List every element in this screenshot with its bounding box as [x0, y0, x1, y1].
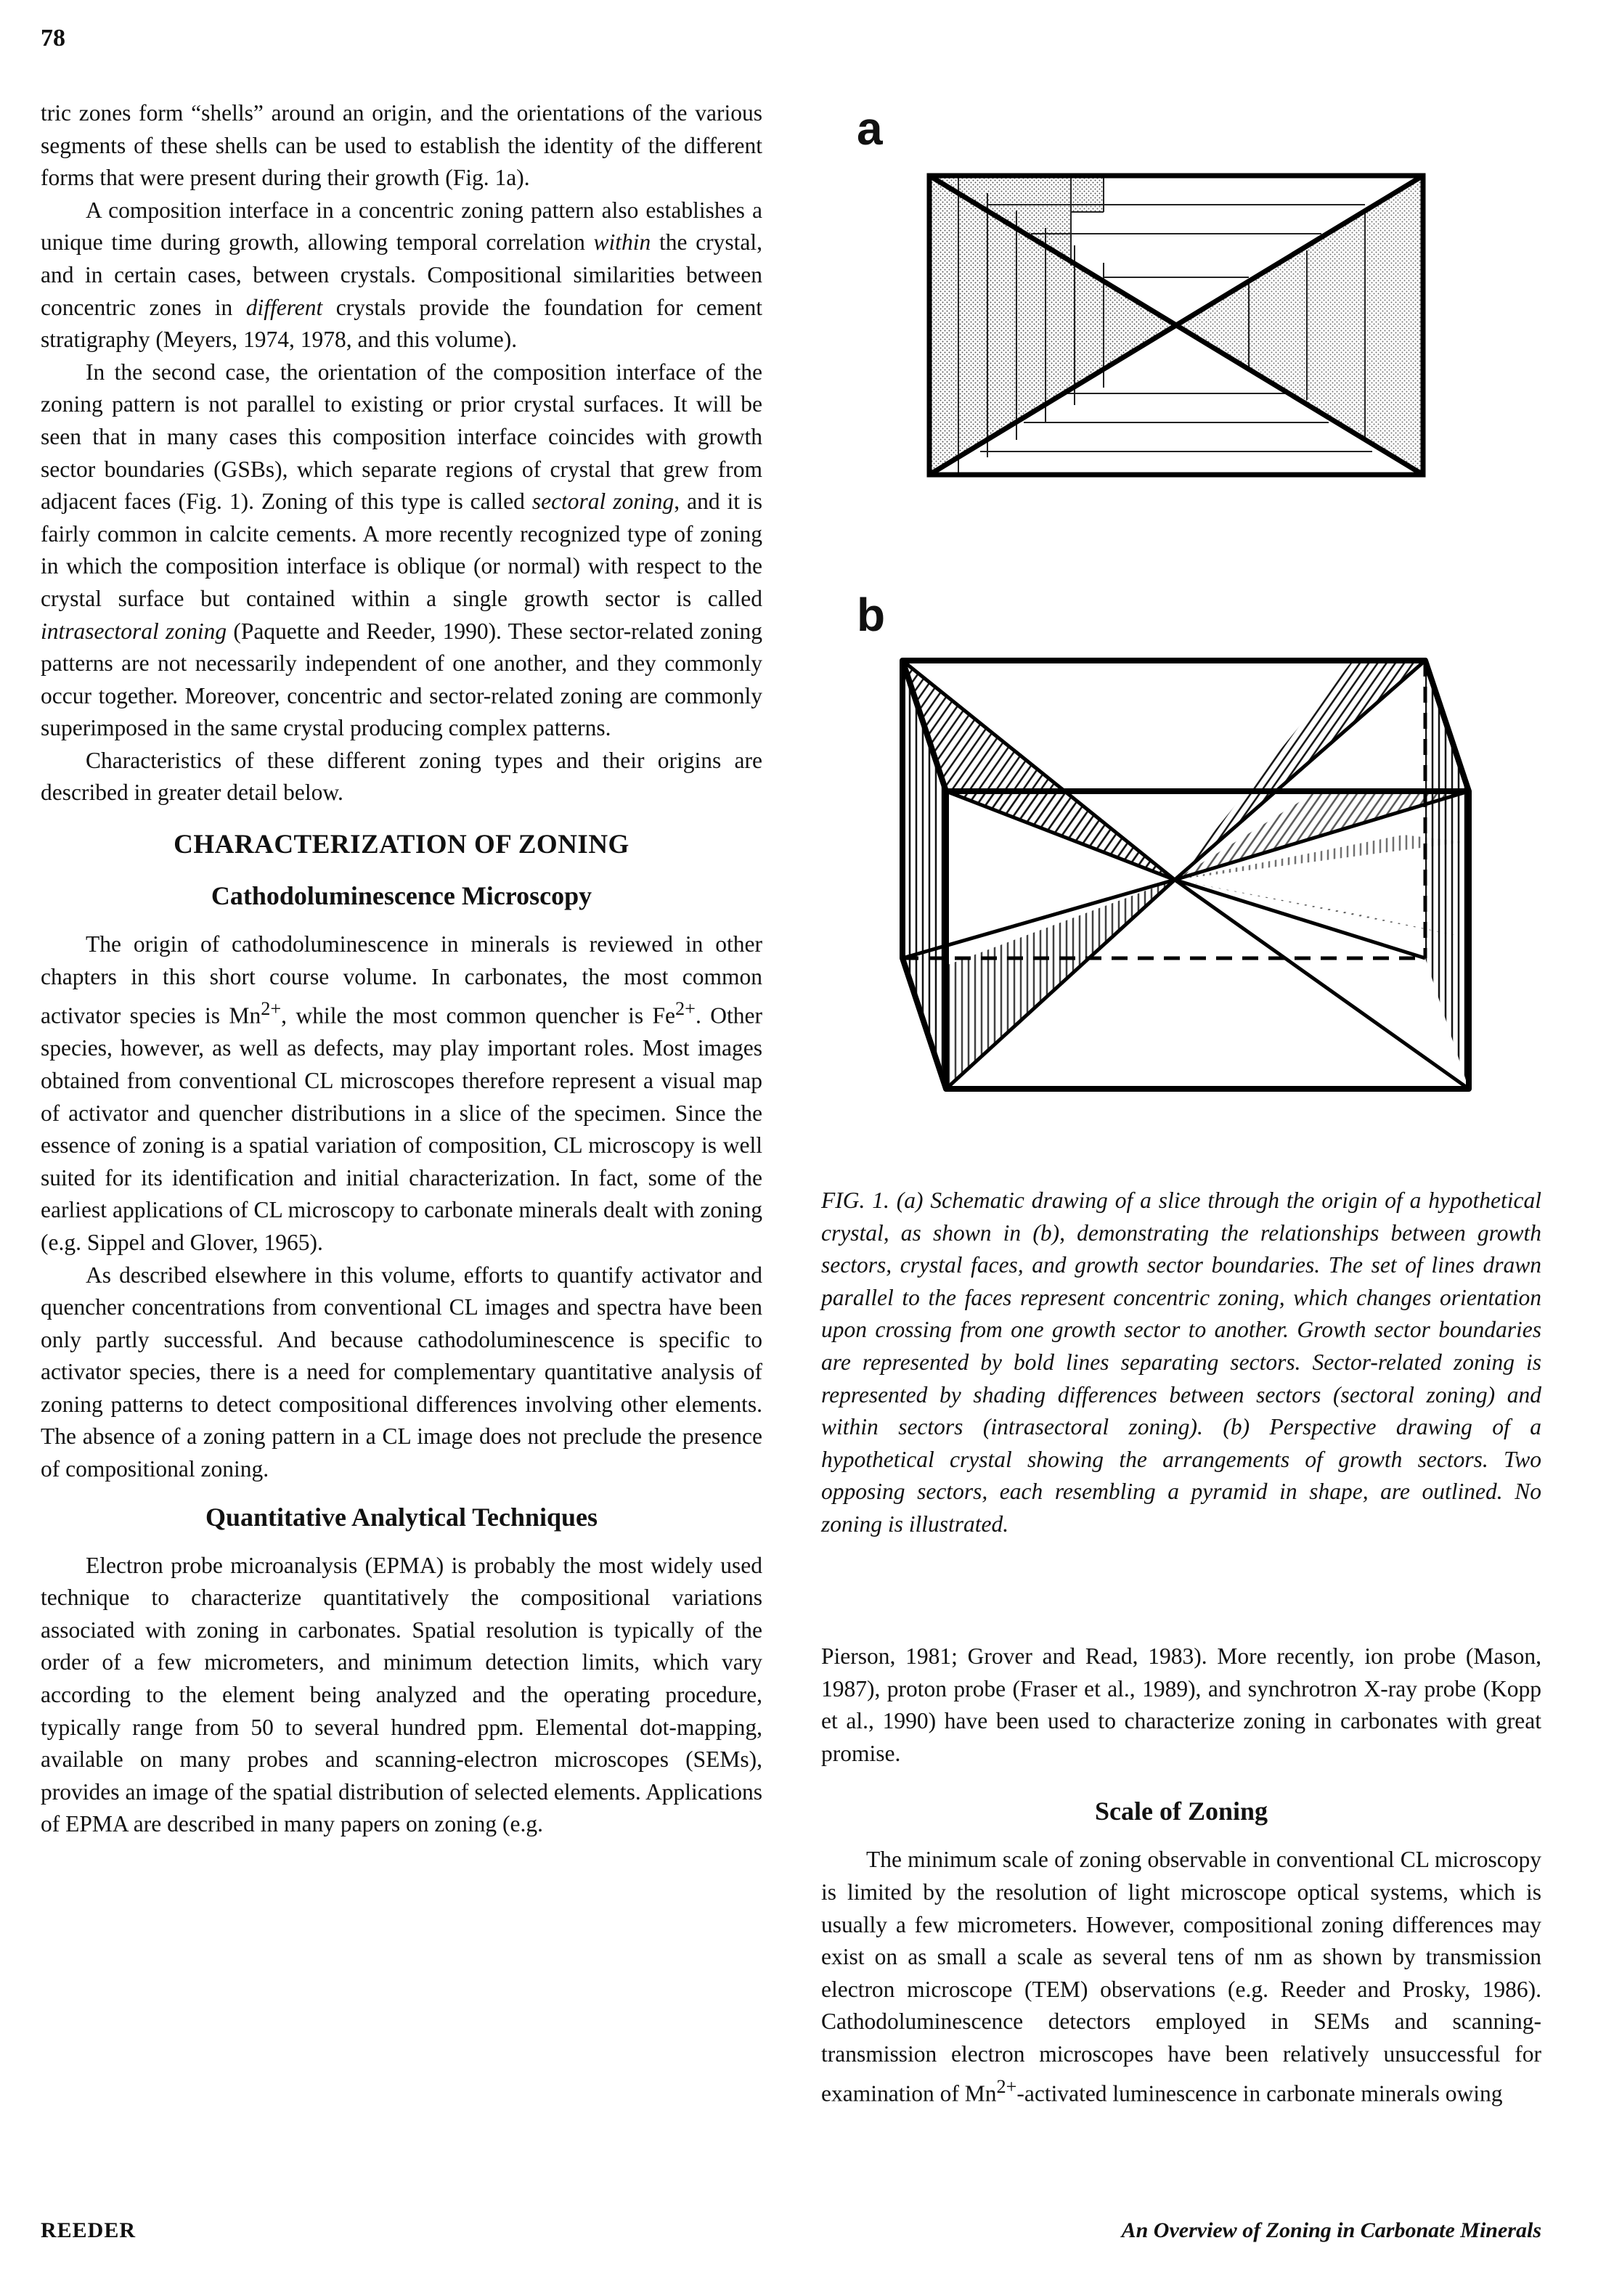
paragraph: In the second case, the orientation of the composition interface of the zoning pattern is not parallel to existing or prior crystal surfaces. It will be seen that in many cases this composition interface coincides with growth sector boundaries (GSBs), which separate regions of crystal that grew from adjacent faces (Fig. 1). Zoning of this type is called sectoral zoning, and it is fairly common in calcite cements. A more recently recognized type of zoning in which the composition interface is oblique (or normal) with respect to the crystal surface but contained within a single growth sector is called intrasectoral zoning (Paquette and Reeder, 1990). These sector-related zoning patterns are not necessarily independent of one another, and they commonly occur together. Moreover, concentric and sector-related zoning are commonly superimposed in the same crystal producing complex patterns.	[41, 359, 763, 741]
paragraph: tric zones form “shells” around an origin, and the orientations of the various segments of these shells can be used to establish the identity of the different forms that were present during their growth (Fig. 1a).	[41, 100, 762, 191]
figure-label-b: b	[857, 589, 886, 641]
paragraph: Characteristics of these different zoning types and their origins are described in greater detail below.	[41, 747, 762, 806]
figure-1b-diagram	[895, 653, 1469, 1103]
subsection-heading: Quantitative Analytical Techniques	[205, 1502, 598, 1532]
paragraph: Electron probe microanalysis (EPMA) is probably the most widely used technique to characterize quantitatively the compositional variations associated with zoning in carbonates. Spatial resolution is typically of the order of a few micrometers, and minimum detection limits, which vary according to the element being analyzed and the operating procedure, typically range from 50 to several hundred ppm. Elemental dot-mapping, available on many probes and scanning-electron microscopes (SEMs), provides an image of the spatial distribution of selected elements. Applications of EPMA are described in many papers on zoning (e.g.	[41, 1552, 762, 1837]
paragraph: The minimum scale of zoning observable in conventional CL microscopy is limited by the resolution of light microscope optical systems, which is usually a few micrometers. However, compositional zoning differences may exist on as small a scale as several tens of nm as shown by transmission electron microscope (TEM) observations (e.g. Reeder and Prosky, 1986). Cathodoluminescence detectors employed in SEMs and scanning-transmission electron microscopes have been relatively unsuccessful for examination of $Mn^{2+}$-activated luminescence in carbonate minerals owing	[821, 1847, 1541, 2107]
subsection-heading: Scale of Zoning	[1094, 1797, 1268, 1826]
left-column	[41, 97, 762, 1841]
figure-label-a: a	[857, 102, 883, 155]
paragraph: A composition interface in a concentric zoning pattern also establishes a unique time during growth, allowing temporal correlation within the crystal, and in certain cases, between crystals. Compositional similarities between concentric zones in different crystals provide the foundation for cement stratigraphy (Meyers, 1974, 1978, and this volume).	[41, 197, 762, 353]
paragraph: Pierson, 1981; Grover and Read, 1983). More recently, ion probe (Mason, 1987), proton probe (Fraser et al., 1989), and synchrotron X-ray probe (Kopp et al., 1990) have been used to characterize zoning in carbonates with great promise.	[821, 1643, 1541, 1766]
running-footer-title: An Overview of Zoning in Carbonate Minerals	[1121, 2218, 1541, 2242]
figure-1a-diagram	[922, 168, 1430, 482]
subsection-heading: Cathodoluminescence Microscopy	[211, 881, 592, 911]
paragraph: As described elsewhere in this volume, efforts to quantify activator and quencher concentrations from conventional CL images and spectra have been only partly successful. And because cathodoluminescence is specific to activator species, there is a need for complementary quantitative analysis of zoning patterns to detect compositional differences involving other elements. The absence of a zoning pattern in a CL image does not preclude the presence of compositional zoning.	[41, 1262, 762, 1482]
right-column	[821, 1641, 1541, 2110]
running-footer-author: REEDER	[41, 2218, 136, 2242]
section-heading: CHARACTERIZATION OF ZONING	[174, 830, 629, 860]
paragraph: The origin of cathodoluminescence in minerals is reviewed in other chapters in this short course volume. In carbonates, the most common activator species is $Mn^{2+}$, while the most common quencher is $Fe^{2+}$. Other species, however, as well as defects, may play important roles. Most images obtained from conventional CL microscopes therefore represent a visual map of activator and quencher distributions in a slice of the specimen. Since the essence of zoning is a spatial variation of composition, CL microscopy is well suited for its identification and initial characterization. In fact, some of the earliest applications of CL microscopy to carbonate minerals dealt with zoning (e.g. Sippel and Glover, 1965).	[41, 931, 762, 1255]
page-number: 78	[41, 25, 65, 52]
figure-caption: FIG. 1. (a) Schematic drawing of a slice through the origin of a hypothetical crystal, as shown in (b), demonstrating the relationships between growth sectors, crystal faces, and growth sector boundaries. The set of lines drawn parallel to the faces represent concentric zoning, which changes orientation upon crossing from one growth sector to another. Growth sector boundaries are represented by bold lines separating sectors. Sector-related zoning is represented by shading differences between sectors (sectoral zoning) and within sectors (intrasectoral zoning). (b) Perspective drawing of a hypothetical crystal showing the arrangements of growth sectors. Two opposing sectors, each resembling a pyramid in shape, are outlined. No zoning is illustrated.	[821, 1188, 1541, 1537]
